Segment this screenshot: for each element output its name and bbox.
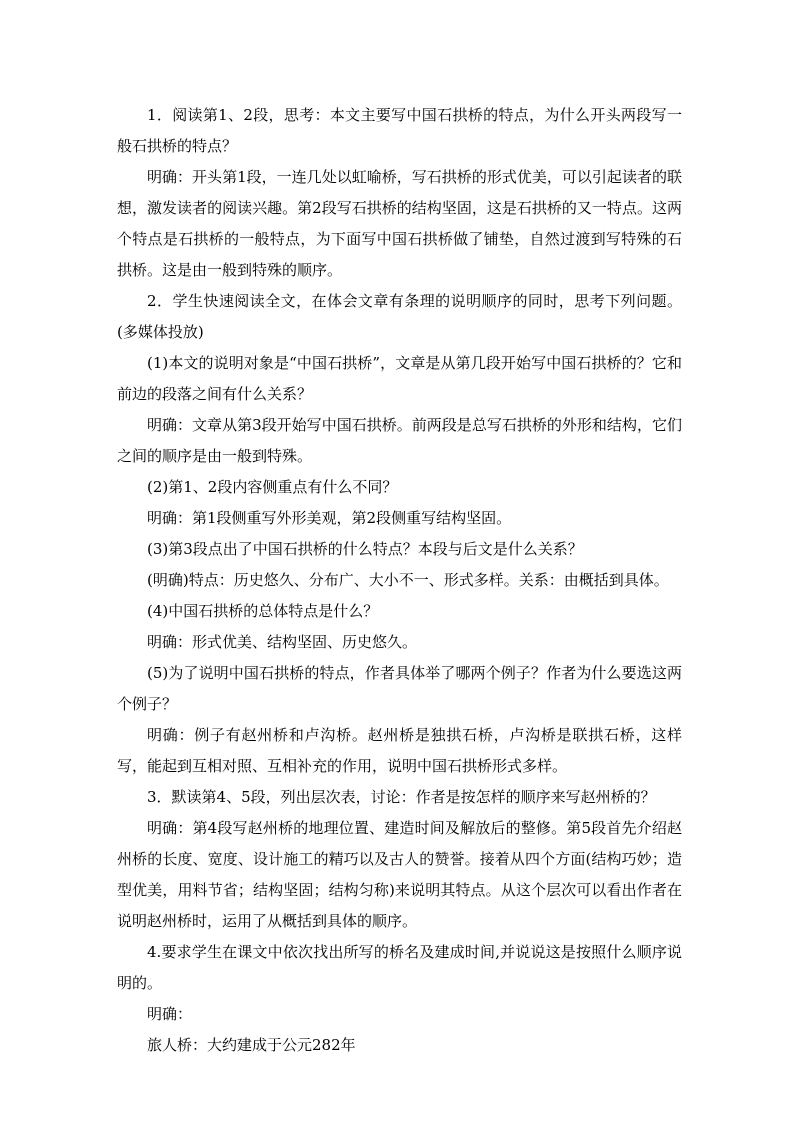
answer-1: 明确：开头第1段，一连几处以虹喻桥，写石拱桥的形式优美，可以引起读者的联想，激发读者的阅读兴趣。第2段写石拱桥的结构坚固，这是石拱桥的又一特点。这两个特点是石拱桥的一般特点，为下面写中国石拱桥做了铺垫，自然过渡到写特殊的石拱桥。这是由一般到特殊的顺序。 [117,168,682,279]
answer-2-5: 明确：例子有赵州桥和卢沟桥。赵州桥是独拱石桥，卢沟桥是联拱石桥，这样写，能起到互相对照、互相补充的作用，说明中国石拱桥形式多样。 [117,726,682,775]
answer-2-4: 明确：形式优美、结构坚固、历史悠久。 [147,633,418,651]
sub-question-2-1: (1)本文的说明对象是“中国石拱桥”，文章是从第几段开始写中国石拱桥的？它和前边的段落之间有什么关系？ [117,354,682,403]
answer-2-2: 明确：第1段侧重写外形美观，第2段侧重写结构坚固。 [147,509,512,527]
answer-3: 明确：第4段写赵州桥的地理位置、建造时间及解放后的整修。第5段首先介绍赵州桥的长度、宽度、设计施工的精巧以及古人的赞誉。接着从四个方面(结构巧妙；造型优美，用料节省；结构坚固；结构匀称)来说明其特点。从这个层次可以看出作者在说明赵州桥时，运用了从概括到具体的顺序。 [117,819,682,930]
question-1: 1．阅读第1、2段，思考：本文主要写中国石拱桥的特点，为什么开头两段写一般石拱桥的特点？ [117,106,682,155]
answer-4-label: 明确： [147,1005,193,1023]
answer-4-item: 旅人桥：大约建成于公元282年 [147,1036,356,1054]
sub-question-2-5: (5)为了说明中国石拱桥的特点，作者具体举了哪两个例子？作者为什么要选这两个例子？ [117,664,682,713]
document-body [117,100,682,1061]
question-4: 4.要求学生在课文中依次找出所写的桥名及建成时间,并说说这是按照什么顺序说明的。 [117,943,682,992]
answer-2-3: (明确)特点：历史悠久、分布广、大小不一、形式多样。关系：由概括到具体。 [147,571,669,589]
question-2: 2．学生快速阅读全文，在体会文章有条理的说明顺序的同时，思考下列问题。(多媒体投放) [117,292,682,341]
answer-2-1: 明确：文章从第3段开始写中国石拱桥。前两段是总写石拱桥的外形和结构，它们之间的顺序是由一般到特殊。 [117,416,682,465]
sub-question-2-4: (4)中国石拱桥的总体特点是什么？ [147,602,379,620]
sub-question-2-3: (3)第3段点出了中国石拱桥的什么特点？本段与后文是什么关系？ [147,540,583,558]
sub-question-2-2: (2)第1、2段内容侧重点有什么不同？ [147,478,398,496]
question-3: 3．默读第4、5段，列出层次表，讨论：作者是按怎样的顺序来写赵州桥的？ [147,788,656,806]
